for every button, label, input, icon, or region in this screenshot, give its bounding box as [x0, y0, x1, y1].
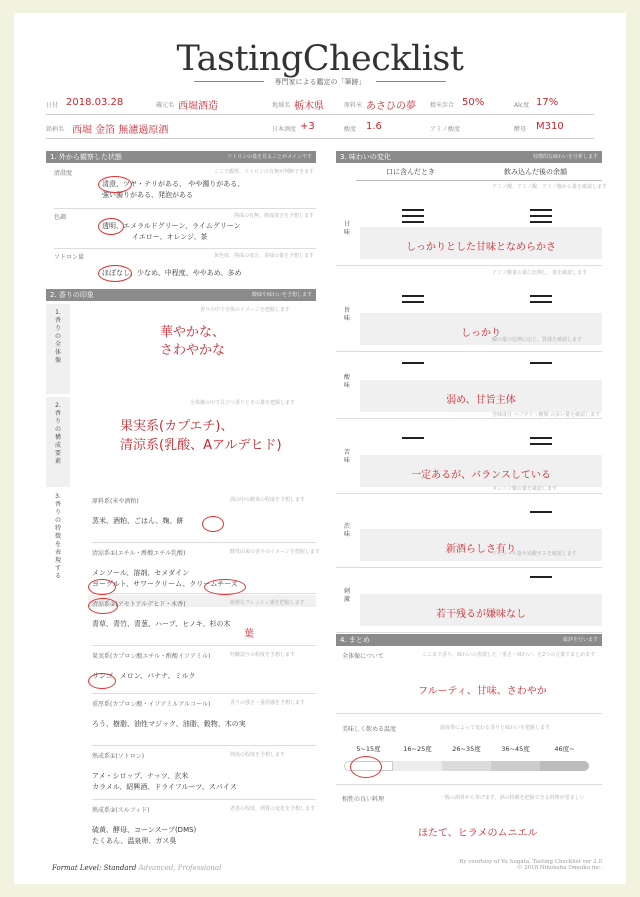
clarity-circle-mark [98, 176, 132, 193]
fresh-circle-mark [88, 598, 118, 614]
polish-label: 精米歩合 [430, 102, 455, 109]
s4-divider-1 [336, 713, 602, 714]
aroma-group-terms-2: たくあん、温泉卵、ガス臭 [92, 837, 177, 845]
rice-value: あさひの夢 [366, 101, 416, 112]
taste-row-label: 甘味 [343, 221, 350, 236]
taste-row-comment: 弱め、甘旨主体 [446, 395, 516, 406]
taste-row-label: 旨味 [343, 307, 350, 322]
section1-header [46, 151, 316, 163]
taste-row-divider [336, 567, 602, 568]
aroma-group-divider [92, 542, 316, 543]
taste-row-comment: 一定あるが、バランスしている [411, 470, 551, 481]
overall-hint: 香りの中で全体のイメージを把握します [200, 307, 290, 313]
taste-row-label: 苦味 [343, 449, 350, 464]
alc-label: Alc度 [514, 102, 530, 109]
components-hint: 全体像の中で目立つ香りとその量を把握します [190, 400, 296, 406]
aroma-group-hint: 熟成の程度を予想します [230, 752, 286, 758]
intensity-mark [530, 511, 552, 513]
smv-value: +3 [300, 121, 315, 132]
taste-row-comment: 若干残るが嫌味なし [436, 609, 526, 620]
aroma-group-hint: 新鮮なフレッシュ感を把握します [230, 600, 305, 606]
intensity-mark [530, 215, 552, 217]
aroma-group-hint: 酵母由来の香りのイメージを把握します [230, 549, 320, 555]
format-level-label: Format Level: Standard [52, 864, 137, 872]
s1-divider-1 [54, 208, 316, 209]
aroma-group-name: 果実系(カプロン酸エチル・酢酸イソアミル) [92, 653, 211, 660]
taste-row-hint: タンニン類の量を確認します [492, 486, 558, 492]
aroma-group-name: 清涼系②(アセトアルデヒド・木香) [92, 601, 186, 608]
temp-label: 美味しく飲める温度 [342, 726, 397, 733]
components-handwritten-2: 清涼系(乳酸、Aアルデヒド) [120, 438, 282, 453]
intensity-mark [402, 437, 424, 439]
intensity-mark [530, 443, 552, 445]
food-value: ほたて、ヒラメのムニエル [418, 828, 538, 839]
section1-title: 1. 外から観察した状態 [50, 153, 122, 161]
aroma-group-terms-1: ろう、樹脂、油性マジック、油脂、穀物、木の実 [92, 720, 246, 728]
aroma-group-hint: 酒の中の精米の程度を予想します [230, 497, 306, 503]
sotolon-options: ほぼなし、少なめ、中程度、ややあめ、多め [102, 269, 242, 277]
alc-value: 17% [536, 97, 559, 108]
sotolon-label: ソトロン量 [54, 254, 85, 261]
brewery-label: 蔵元名 [156, 102, 175, 109]
section2-title: 2. 香りの印象 [50, 291, 94, 299]
taste-row-divider [336, 265, 602, 266]
color-label: 色調 [54, 214, 67, 221]
aroma-group-name: 熟成系①(ソトロン) [92, 753, 145, 760]
intensity-mark [402, 221, 424, 223]
temp-circle-mark [350, 756, 382, 778]
aroma-group-divider [92, 593, 316, 594]
aroma-group-terms-1: メンソール、溶剤、セメダイン [92, 569, 190, 577]
summary-overall-value: フルーティ、甘味、さわやか [418, 686, 547, 697]
prefecture-label: 地域名 [272, 102, 291, 109]
aroma-group-divider [92, 745, 316, 746]
prefecture-value: 栃木県 [294, 101, 324, 112]
summary-overall-hint: ここまで香り、味わいの表現した「重さ・味わい」を2つの言葉でまとめます [422, 652, 596, 658]
aroma-group-terms-2: カラメル、紹興酒、ドライフルーツ、スパイス [92, 783, 237, 791]
aroma-group-name: 熟成系②(スルフィド) [92, 807, 150, 814]
taste-row-label: 酸味 [343, 374, 350, 389]
aroma-group-terms-1: リンゴ、メロン、バナナ、ミルク [92, 672, 196, 680]
food-hint: 一般の酒肴から挙げます。酒の特徴を把握できる料理が望ましい [440, 795, 585, 801]
overall-handwritten-1: 華やかな、 [160, 325, 226, 340]
date-label: 日付 [46, 102, 59, 109]
format-level [52, 864, 221, 872]
polish-value: 50% [462, 97, 485, 108]
taste-row-label: 刺激 [343, 588, 350, 603]
yeast-label: 酵母 [514, 126, 527, 133]
taste-row-comment: 新酒らしさ有り [446, 544, 516, 555]
taste-row-comment: しっかりとした甘味となめらかさ [406, 242, 556, 253]
subtitle-rule-right [376, 81, 446, 82]
section3-title: 3. 味わいの変化 [340, 153, 391, 161]
components-label: 2.香りの構成要素 [54, 402, 61, 465]
temp-scale-segment [540, 761, 589, 771]
clarity-label: 清澄度 [54, 170, 73, 177]
aroma-group-divider [92, 645, 316, 646]
taste-row-hint: アミノ酸、アミノ酸、アミノ酸から量を確認します [492, 184, 608, 190]
food-label: 相性の良い料理 [342, 796, 385, 803]
apple-circle-mark [88, 673, 116, 689]
section3-note: 特徴的な味わいを分析します [532, 154, 598, 160]
date-value: 2018.03.28 [66, 97, 124, 108]
aroma-group-name: 原料系(米や酒粕) [92, 498, 139, 505]
summary-overall-label: 全体像について [342, 653, 384, 660]
color-options-1: 透明、エメラルドグリーン、ライムグリーン [102, 222, 241, 230]
aroma-group-terms-1: 蒸米、酒粕、ごはん、麹、餅 [92, 517, 184, 525]
clarity-options-1: 清澄、ツヤ・テリがある、 やや濁りがある、 [102, 180, 245, 188]
aroma-group-hint: 香りの強さ・重厚感を予想します [230, 700, 306, 706]
section2-note: 酸味や味わいを予想します [251, 292, 312, 298]
section4-header [336, 634, 602, 646]
intensity-mark [402, 209, 424, 211]
brewery-value: 西堀酒造 [178, 101, 218, 112]
sotolon-circle-mark [98, 265, 132, 282]
intensity-mark [530, 576, 552, 578]
temp-scale-label: 26~35度 [452, 745, 481, 753]
overall-handwritten-2: さわやかな [160, 343, 226, 358]
smv-label: 日本酒度 [272, 126, 297, 133]
intensity-mark [530, 301, 552, 303]
temp-scale-segment [393, 761, 442, 771]
color-hint: 熟成の有無、熟成度合を予想します [234, 213, 315, 219]
intensity-mark [530, 437, 552, 439]
temp-scale-segment [442, 761, 491, 771]
section4-title: 4. まとめ [340, 636, 370, 644]
page-title: TastingChecklist [176, 39, 464, 79]
taste-row-label: 渋味 [343, 523, 350, 538]
section2-header [46, 289, 316, 301]
creamcheese-circle-mark [204, 579, 246, 595]
name-label: 銘柄名 [46, 126, 65, 133]
aroma-group-name: 重厚系(カプロン酸・イソアミルアルコール) [92, 701, 211, 708]
aroma-group-name: 清涼系①(エチル・酢酸エチル乳酸) [92, 550, 186, 557]
aroma-handnote: 葉 [244, 629, 254, 640]
mochi-circle-mark [202, 516, 224, 532]
intensity-mark [530, 295, 552, 297]
info-divider-2 [46, 138, 594, 139]
taste-row-divider [336, 632, 602, 633]
taste-row-hint: アルコール量や炭酸ガスを確認します [492, 551, 577, 557]
tasting-sheet [14, 13, 626, 884]
yogurt-circle-mark [88, 579, 116, 595]
taste-row-hint: アミノ酸量の量に比例し、量を確認します [492, 270, 588, 276]
credit-line-1: By courtesy of Yu Sugata. Tasting Checklist ver 2.0 [459, 859, 602, 865]
temp-hint: 温度帯によって変わる香りと味わいを把握します [440, 725, 551, 731]
features-label: 3.香りの特徴を表現する [54, 493, 61, 580]
s3-col-divider [356, 180, 602, 181]
aroma-group-divider [92, 693, 316, 694]
temp-scale-segment [491, 761, 540, 771]
intensity-mark [530, 362, 552, 364]
sotolon-hint: 黄色度、熟成の度合、香味の量を予想します [214, 253, 315, 259]
components-handwritten-1: 果実系(カプエチ)、 [120, 419, 234, 434]
name-value: 西堀 金箔 無濾過原酒 [72, 125, 169, 136]
amino-label: アミノ酸度 [430, 126, 461, 133]
aroma-group-divider [92, 799, 316, 800]
temp-scale-label: 5~15度 [356, 745, 381, 753]
taste-row-divider [336, 418, 602, 419]
aroma-group-terms-1: 硫黄、酵母、コーンスープ(DMS) [92, 826, 197, 834]
overall-label: 1.香りの全体像 [54, 309, 61, 364]
taste-row-divider [336, 493, 602, 494]
aroma-group-terms-2: ヨーグルト、サワークリーム、クリームチーズ [92, 580, 238, 588]
taste-col-finish: 飲み込んだ後の余韻 [504, 168, 567, 176]
section3-header [336, 151, 602, 163]
credit-line-2: © 2018 Nihonshu Omoiku inc. [516, 865, 602, 871]
acid-value: 1.6 [366, 121, 382, 132]
temp-scale-label: 16~25度 [403, 745, 432, 753]
section4-note: 総評を行います [562, 637, 598, 643]
taste-row-divider [336, 351, 602, 352]
s4-divider-2 [336, 784, 602, 785]
section1-note: ソトロンの量を見ることがメインです [227, 154, 312, 160]
clarity-hint: ここで観察。ソトロンの有無が判断できます [214, 169, 315, 175]
intensity-mark [530, 209, 552, 211]
page-subtitle: 専門家による鑑定の「筆跡」 [274, 78, 366, 86]
color-circle-mark [98, 218, 124, 235]
intensity-mark [402, 301, 424, 303]
s1-divider-2 [54, 248, 316, 249]
temp-scale-label: 36~45度 [501, 745, 530, 753]
taste-col-mouth: 口に含んだとき [386, 168, 435, 176]
acid-label: 酸度 [344, 126, 357, 133]
intensity-mark [402, 295, 424, 297]
rice-label: 原料米 [344, 102, 363, 109]
yeast-value: M310 [536, 121, 564, 132]
aroma-group-terms-1: アメ・シロップ、ナッツ、玄米 [92, 772, 189, 780]
clarity-options-2: 強い濁りがある、発泡がある [102, 191, 193, 199]
taste-row-hint: 酸の量の比例に応じ、質感を確認します [492, 337, 583, 343]
taste-row-comment: しっかり [461, 328, 501, 339]
color-options-2: イエロー、オレンジ、茶 [132, 233, 208, 241]
aroma-group-terms-1: 青草、青竹、青葱、ハーブ、ヒノキ、杉の木 [92, 620, 231, 628]
info-divider-1 [46, 114, 594, 115]
temp-scale-label: 46度~ [554, 745, 575, 753]
intensity-mark [530, 221, 552, 223]
credits [459, 859, 602, 871]
intensity-mark [402, 215, 424, 217]
taste-row-hint: 苦味成分 ペプチド・糖類 の多い量を確認します [492, 412, 601, 418]
aroma-group-hint: 老香の程度、酒質の変化を予想します [230, 806, 316, 812]
aroma-group-hint: 吟醸造りの程度を予想します [230, 652, 296, 658]
intensity-mark [402, 362, 424, 364]
format-level-others: Advanced, Professional [138, 864, 222, 872]
